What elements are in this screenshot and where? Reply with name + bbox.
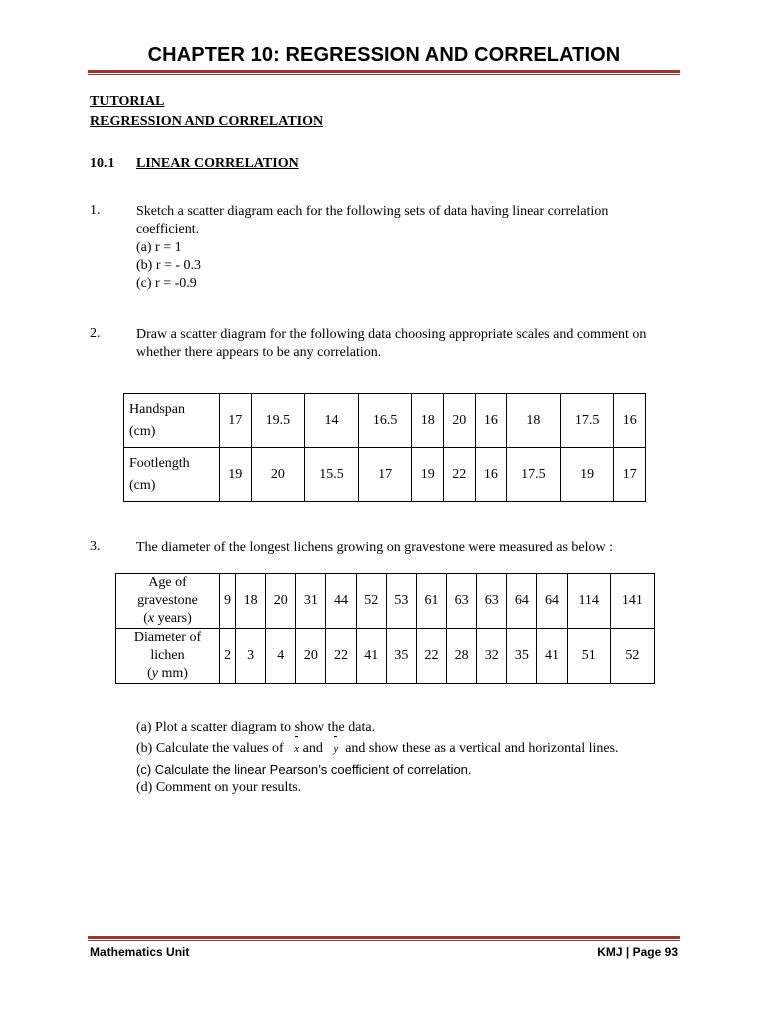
table-cell: 16.5 bbox=[358, 394, 412, 448]
table-cell: 41 bbox=[356, 629, 386, 684]
table-cell: 9 bbox=[220, 574, 236, 629]
table-cell: 31 bbox=[296, 574, 326, 629]
table-cell: 64 bbox=[537, 574, 567, 629]
table-cell: 18 bbox=[412, 394, 444, 448]
table-row bbox=[116, 574, 655, 629]
table-cell: 18 bbox=[507, 394, 561, 448]
section-number: 10.1 bbox=[90, 156, 115, 171]
table-row bbox=[116, 629, 655, 684]
table-cell: 20 bbox=[444, 394, 476, 448]
part-b-post: and show these as a vertical and horizontal lines. bbox=[345, 741, 619, 756]
q1-text: Sketch a scatter diagram each for the following sets of data having linear correlation coefficient. bbox=[136, 204, 609, 237]
footer-page-number: KMJ | Page 93 bbox=[597, 945, 678, 959]
part-b-and: and bbox=[302, 741, 323, 756]
q1-item-c: (c) r = -0.9 bbox=[136, 276, 197, 291]
label-line: (y mm) bbox=[147, 666, 188, 681]
table-row-label bbox=[124, 394, 220, 448]
table-row bbox=[124, 448, 646, 502]
table-cell: 141 bbox=[610, 574, 654, 629]
tutorial-heading: TUTORIAL bbox=[90, 94, 165, 109]
table-cell: 17 bbox=[220, 394, 252, 448]
table-cell: 22 bbox=[326, 629, 356, 684]
part-b-text: (b) Calculate the values of bbox=[136, 741, 284, 756]
table-cell: 22 bbox=[444, 448, 476, 502]
table-cell: 20 bbox=[251, 448, 305, 502]
table-row-label bbox=[116, 629, 220, 684]
table-cell: 20 bbox=[296, 629, 326, 684]
table-cell: 19.5 bbox=[251, 394, 305, 448]
table-cell: 14 bbox=[305, 394, 359, 448]
q3-number: 3. bbox=[90, 539, 101, 554]
page-header-title: CHAPTER 10: REGRESSION AND CORRELATION bbox=[147, 44, 621, 66]
table-cell: 18 bbox=[236, 574, 266, 629]
label-line: (cm) bbox=[129, 477, 156, 493]
table-cell: 15.5 bbox=[305, 448, 359, 502]
table-cell: 17 bbox=[614, 448, 646, 502]
x-bar-symbol: x bbox=[294, 740, 299, 758]
section-title: LINEAR CORRELATION bbox=[136, 156, 299, 171]
table-cell: 52 bbox=[356, 574, 386, 629]
table-cell: 44 bbox=[326, 574, 356, 629]
q3-data-table bbox=[115, 573, 655, 684]
table-cell: 63 bbox=[477, 574, 507, 629]
table-cell: 41 bbox=[537, 629, 567, 684]
table-cell: 35 bbox=[507, 629, 537, 684]
table-cell: 61 bbox=[416, 574, 446, 629]
header-rule bbox=[88, 70, 680, 75]
q2-number: 2. bbox=[90, 326, 101, 341]
table-cell: 4 bbox=[266, 629, 296, 684]
label-line: Footlength bbox=[129, 455, 190, 471]
label-line: Diameter of bbox=[133, 630, 202, 645]
label-line: Age of bbox=[148, 575, 187, 590]
table-cell: 16 bbox=[475, 448, 507, 502]
table-cell: 114 bbox=[567, 574, 610, 629]
label-line: Handspan bbox=[129, 401, 185, 417]
table-cell: 19 bbox=[560, 448, 614, 502]
footer-rule bbox=[88, 936, 680, 941]
table-cell: 17.5 bbox=[560, 394, 614, 448]
label-line: (cm) bbox=[129, 423, 156, 439]
table-cell: 20 bbox=[266, 574, 296, 629]
q3-part-a: (a) Plot a scatter diagram to show the data. bbox=[136, 720, 376, 735]
q3-part-c: (c) Calculate the linear Pearson’s coefficient of correlation. bbox=[136, 762, 472, 777]
table-cell: 22 bbox=[416, 629, 446, 684]
q3-part-d: (d) Comment on your results. bbox=[136, 780, 302, 795]
q1-item-b: (b) r = - 0.3 bbox=[136, 258, 202, 273]
q2-data-table bbox=[123, 393, 646, 502]
table-cell: 28 bbox=[447, 629, 477, 684]
tutorial-subheading: REGRESSION AND CORRELATION bbox=[90, 114, 324, 129]
q2-text: Draw a scatter diagram for the following data choosing appropriate scales and comment on whether there appears to be any correlation. bbox=[136, 327, 647, 360]
table-cell: 16 bbox=[614, 394, 646, 448]
table-row bbox=[124, 394, 646, 448]
table-cell: 53 bbox=[386, 574, 416, 629]
label-line: gravestone bbox=[137, 593, 198, 608]
table-cell: 19 bbox=[412, 448, 444, 502]
q3-part-b bbox=[136, 740, 619, 758]
q3-text: The diameter of the longest lichens growing on gravestone were measured as below : bbox=[136, 540, 614, 555]
table-cell: 2 bbox=[220, 629, 236, 684]
table-cell: 52 bbox=[610, 629, 654, 684]
y-bar-symbol: y bbox=[333, 740, 338, 758]
table-cell: 19 bbox=[220, 448, 252, 502]
table-row-label bbox=[116, 574, 220, 629]
q1-number: 1. bbox=[90, 203, 101, 218]
table-cell: 17 bbox=[358, 448, 412, 502]
label-line: (x years) bbox=[143, 611, 192, 626]
q1-item-a: (a) r = 1 bbox=[136, 240, 182, 255]
table-cell: 3 bbox=[236, 629, 266, 684]
table-cell: 16 bbox=[475, 394, 507, 448]
table-cell: 35 bbox=[386, 629, 416, 684]
table-cell: 17.5 bbox=[507, 448, 561, 502]
table-cell: 64 bbox=[507, 574, 537, 629]
label-line: lichen bbox=[150, 648, 185, 663]
table-cell: 63 bbox=[447, 574, 477, 629]
footer-unit: Mathematics Unit bbox=[90, 945, 190, 959]
table-cell: 51 bbox=[567, 629, 610, 684]
table-cell: 32 bbox=[477, 629, 507, 684]
table-row-label bbox=[124, 448, 220, 502]
